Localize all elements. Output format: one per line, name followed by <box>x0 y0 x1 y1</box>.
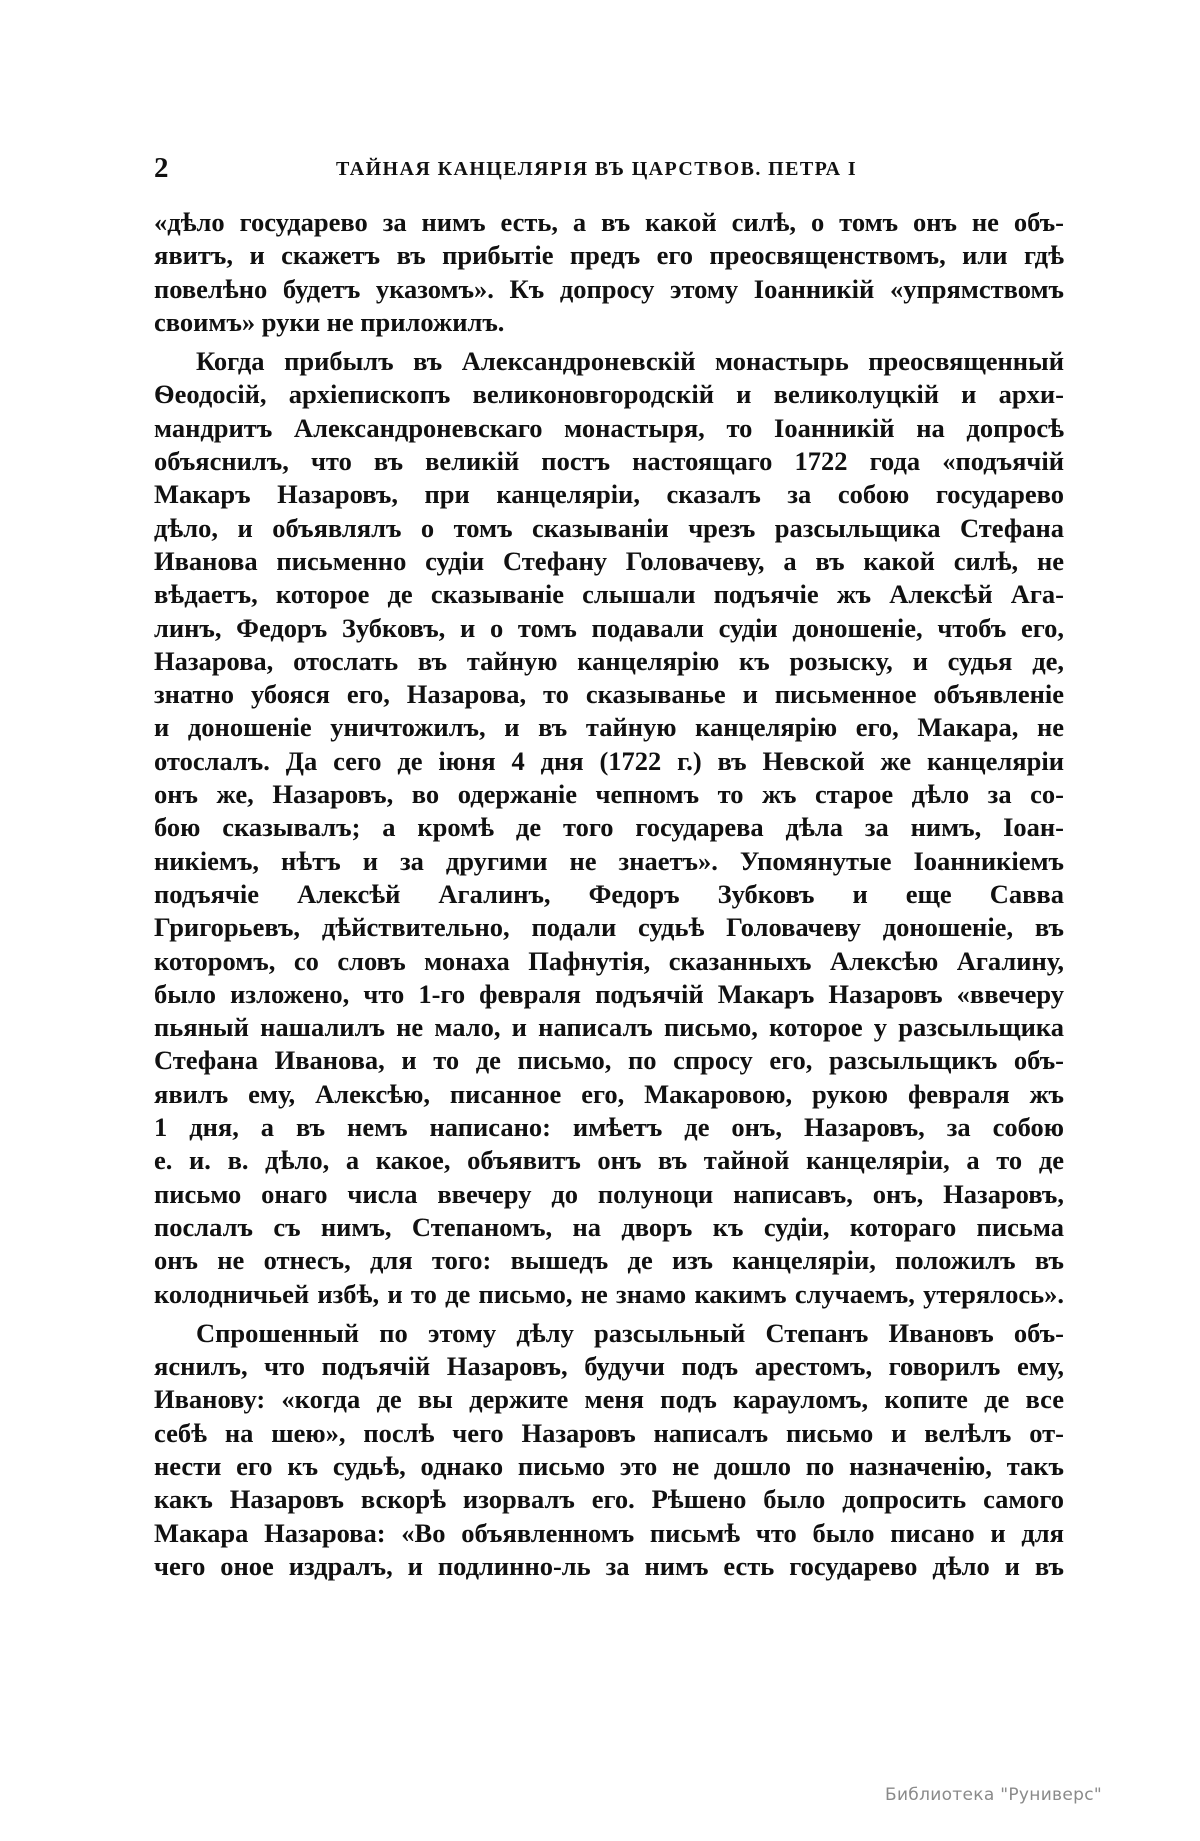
text-line: е. и. в. дѣло, а какое, объявитъ онъ въ тайной канцеляріи, а то де <box>154 1145 1064 1176</box>
text-line: никіемъ, нѣтъ и за другими не знаетъ». Упомянутые Іоанникіемъ <box>154 845 1064 876</box>
text-line: повелѣно будетъ указомъ». Къ допросу этому Іоанникій «упрямствомъ <box>154 273 1064 304</box>
running-head <box>154 148 1064 188</box>
text-line: какъ Назаровъ вскорѣ изорвалъ его. Рѣшено было допросить самого <box>154 1484 1064 1515</box>
text-line: Спрошенный по этому дѣлу разсыльный Степанъ Ивановъ объ- <box>196 1317 1064 1348</box>
text-line: чего оное издралъ, и подлинно-ль за нимъ есть государево дѣло и въ <box>154 1550 1064 1581</box>
text-line: вѣдаетъ, которое де сказываніе слышали подъячіе жъ Алексѣй Ага- <box>154 579 1064 610</box>
text-line: колодничьей избѣ, и то де письмо, не знамо какимъ случаемъ, утерялось». <box>154 1278 1064 1309</box>
text-line: онъ же, Назаровъ, во одержаніе чепномъ то жъ старое дѣло за со- <box>154 779 1064 810</box>
text-line: нести его къ судьѣ, однако письмо это не дошло по назначенію, такъ <box>154 1450 1064 1481</box>
paragraph-2 <box>154 345 1064 1311</box>
text-line: письмо онаго числа ввечеру до полуноци написавъ, онъ, Назаровъ, <box>154 1178 1064 1209</box>
text-line: Иванову: «когда де вы держите меня подъ карауломъ, копите де все <box>154 1384 1064 1415</box>
text-line: послалъ съ нимъ, Степаномъ, на дворъ къ судіи, котораго письма <box>154 1211 1064 1242</box>
paragraph-1 <box>154 206 1064 339</box>
text-line: линъ, Федоръ Зубковъ, и о томъ подавали судіи доношеніе, чтобъ его, <box>154 612 1064 643</box>
library-watermark: Библиотека "Руниверс" <box>885 1785 1102 1805</box>
text-line: яснилъ, что подъячій Назаровъ, будучи подъ арестомъ, говорилъ ему, <box>154 1351 1064 1382</box>
text-line: Стефана Иванова, и то де письмо, по спросу его, разсыльщикъ объ- <box>154 1045 1064 1076</box>
text-line: своимъ» руки не приложилъ. <box>154 306 505 337</box>
paragraph-3 <box>154 1317 1064 1583</box>
running-title: ТАЙНАЯ КАНЦЕЛЯРІЯ ВЪ ЦАРСТВОВ. ПЕТРА I <box>336 158 858 180</box>
page-number: 2 <box>154 152 169 184</box>
text-line: дѣло, и объявлялъ о томъ сказываніи чрезъ разсыльщика Стефана <box>154 512 1064 543</box>
text-line: Когда прибылъ въ Александроневскій монастырь преосвященный <box>196 346 1064 377</box>
text-line: объяснилъ, что въ великій постъ настоящаго 1722 года «подъячій <box>154 446 1064 477</box>
text-line: Ѳеодосій, архіепископъ великоновгородскій и великолуцкій и архи- <box>154 379 1064 410</box>
text-line: Макаръ Назаровъ, при канцеляріи, сказалъ за собою государево <box>154 479 1064 510</box>
text-line: «дѣло государево за нимъ есть, а въ какой силѣ, о томъ онъ не объ- <box>154 207 1064 237</box>
text-line: Григорьевъ, дѣйствительно, подали судьѣ Головачеву доношеніе, въ <box>154 912 1064 943</box>
text-line: подъячіе Алексѣй Агалинъ, Федоръ Зубковъ и еще Савва <box>154 878 1064 909</box>
text-line: и доношеніе уничтожилъ, и въ тайную канцелярію его, Макара, не <box>154 712 1064 743</box>
text-line: знатно убояся его, Назарова, то сказыванье и письменное объявленіе <box>154 679 1064 710</box>
text-line: которомъ, со словъ монаха Пафнутія, сказанныхъ Алексѣю Агалину, <box>154 945 1064 976</box>
text-line: Иванова письменно судіи Стефану Головачеву, а въ какой силѣ, не <box>154 545 1064 576</box>
text-line: Макара Назарова: «Во объявленномъ письмѣ что было писано и для <box>154 1517 1064 1548</box>
text-line: было изложено, что 1-го февраля подъячій Макаръ Назаровъ «ввечеру <box>154 978 1064 1009</box>
text-line: явитъ, и скажетъ въ прибытіе предъ его преосвященствомъ, или гдѣ <box>154 240 1064 271</box>
text-line: бою сказывалъ; а кромѣ де того государева дѣла за нимъ, Іоан- <box>154 812 1064 843</box>
body-text <box>154 206 1064 1583</box>
text-line: отослалъ. Да сего де іюня 4 дня (1722 г.) въ Невской же канцеляріи <box>154 745 1064 776</box>
text-line: Назарова, отослать въ тайную канцелярію къ розыску, и судья де, <box>154 645 1064 676</box>
text-line: мандритъ Александроневскаго монастыря, то Іоанникій на допросѣ <box>154 412 1064 443</box>
text-line: пьяный нашалилъ не мало, и написалъ письмо, которое у разсыльщика <box>154 1012 1064 1043</box>
text-line: явилъ ему, Алексѣю, писанное его, Макаровою, рукою февраля жъ <box>154 1078 1064 1109</box>
text-line: себѣ на шею», послѣ чего Назаровъ написалъ письмо и велѣлъ от- <box>154 1417 1064 1448</box>
text-line: 1 дня, а въ немъ написано: имѣетъ де онъ, Назаровъ, за собою <box>154 1112 1064 1143</box>
text-line: онъ не отнесъ, для того: вышедъ де изъ канцеляріи, положилъ въ <box>154 1245 1064 1276</box>
